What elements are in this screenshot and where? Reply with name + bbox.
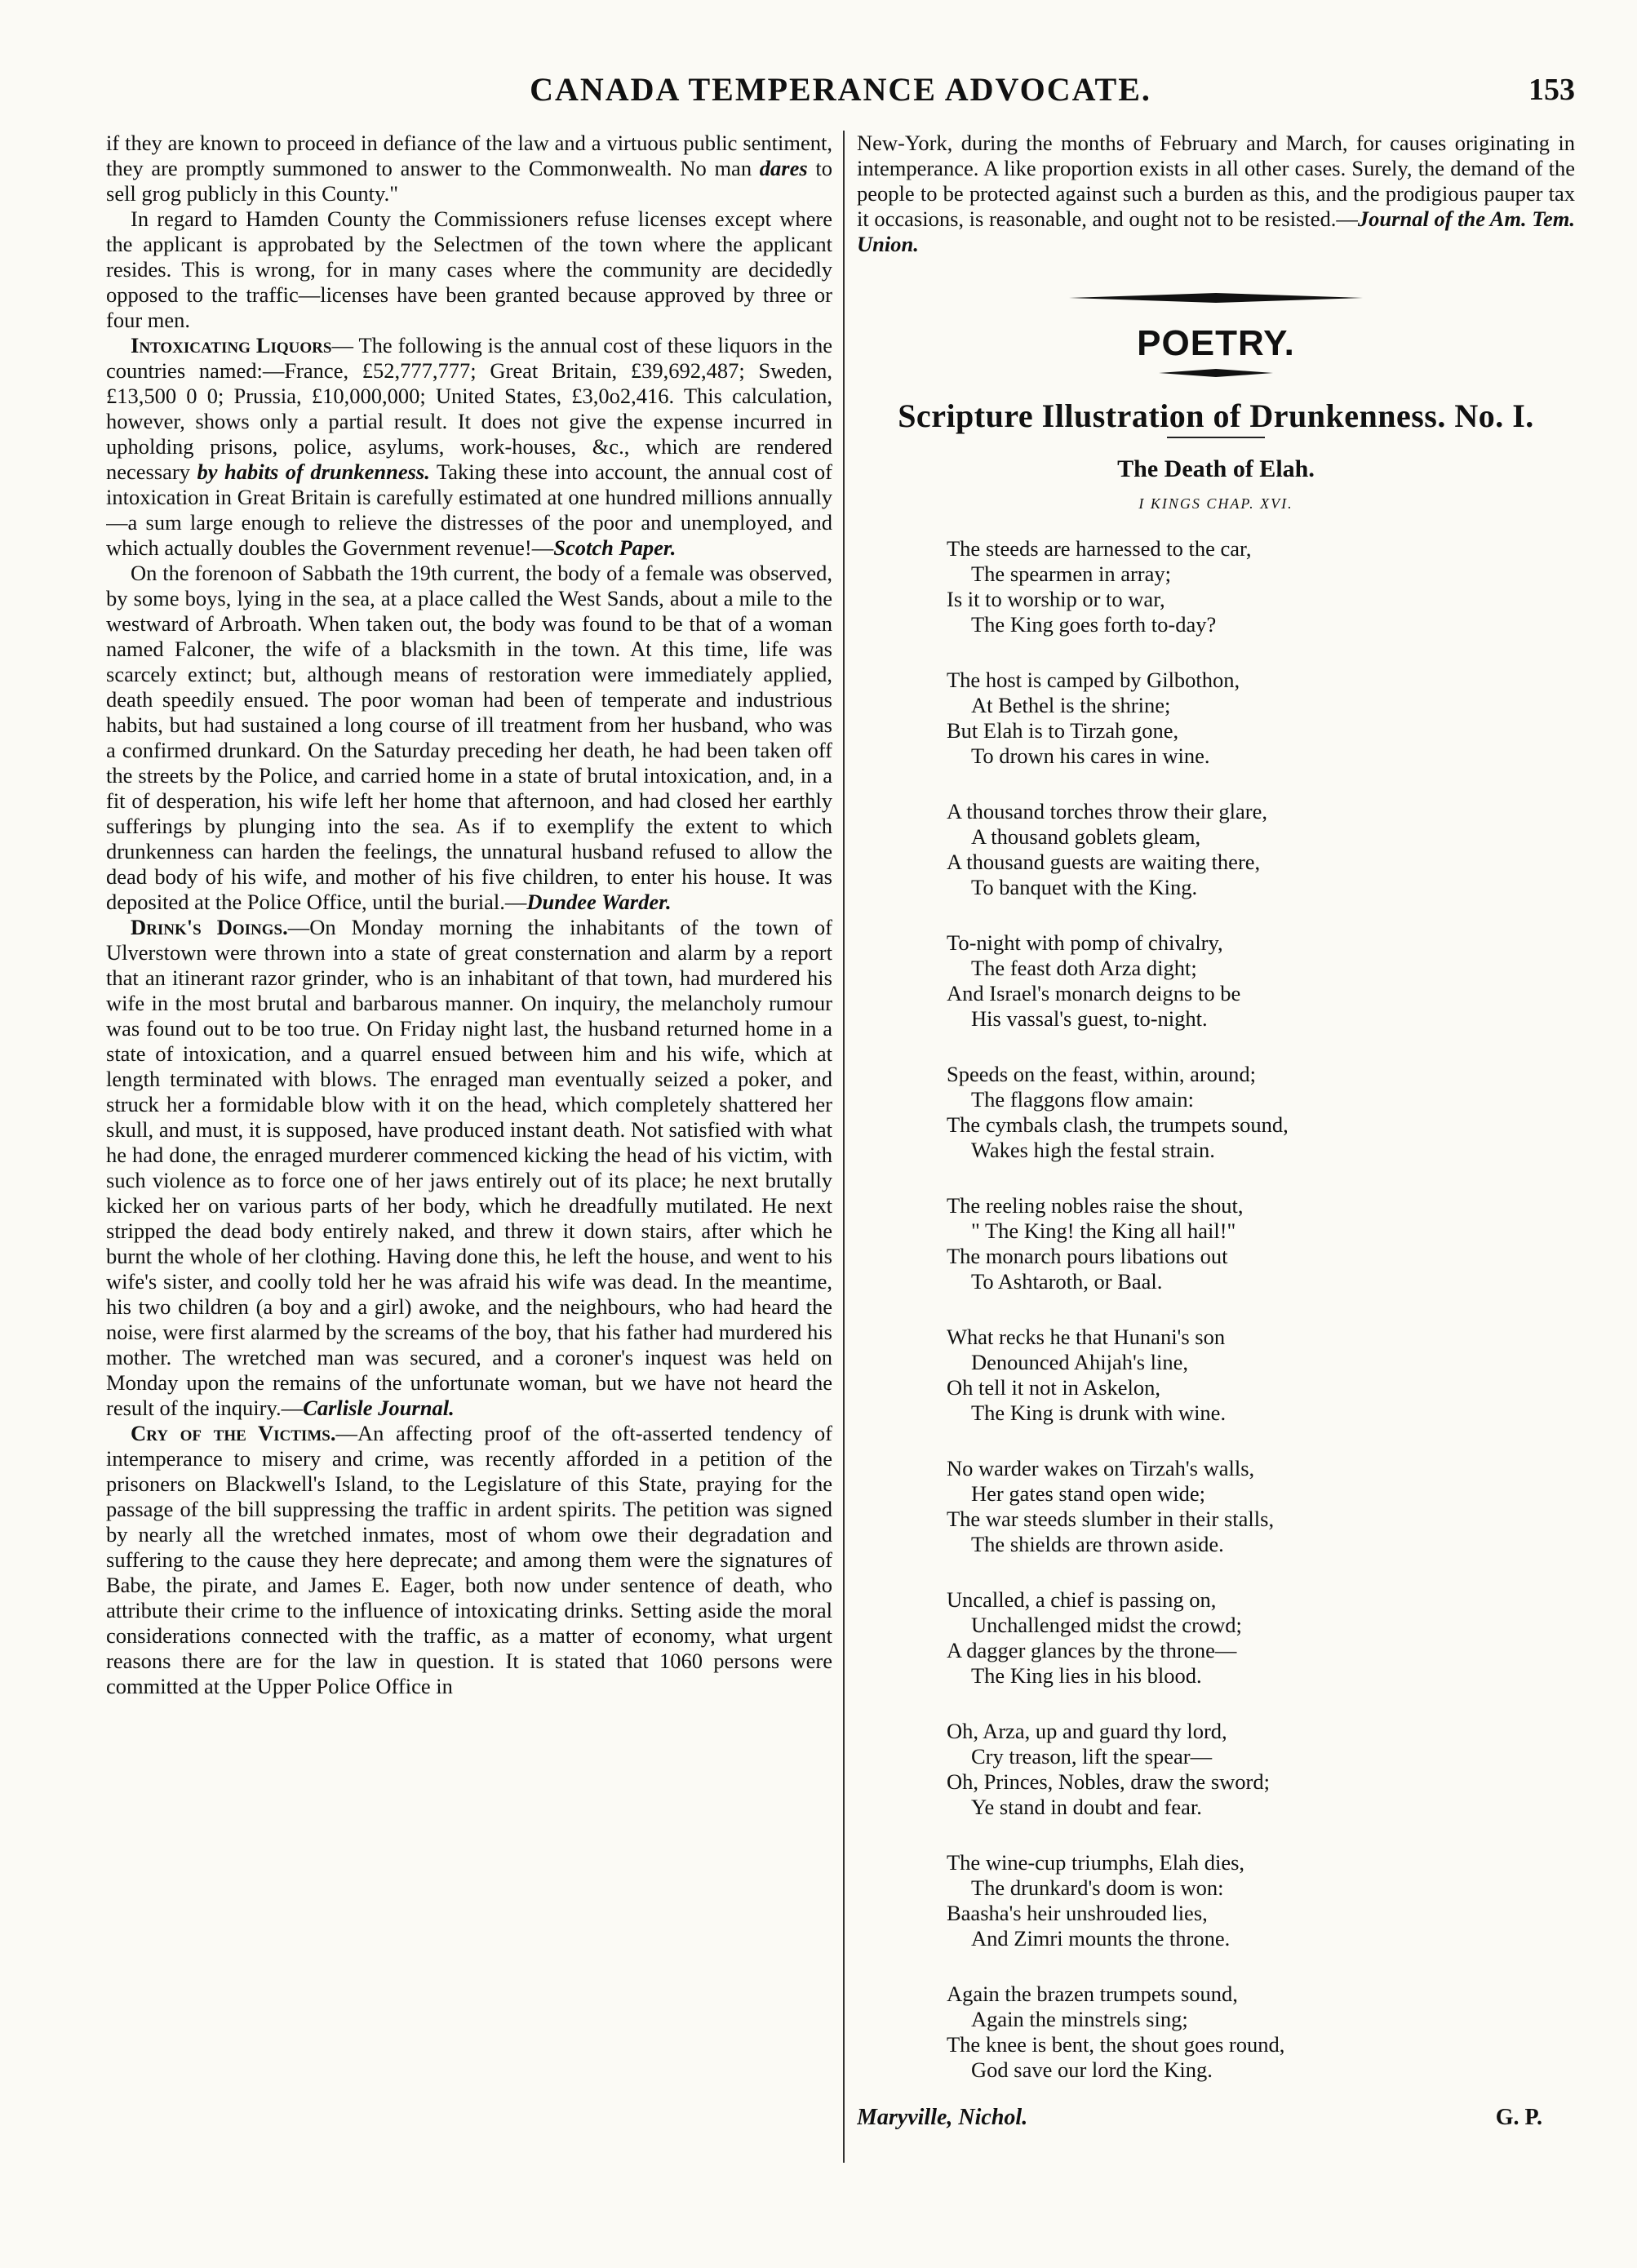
ornamental-rule xyxy=(1159,367,1273,379)
poem-body xyxy=(857,536,1575,2083)
poem-line: Cry treason, lift the spear— xyxy=(971,1744,1213,1769)
poem-subtitle: The Death of Elah. xyxy=(1117,455,1315,482)
poem-line: The reeling nobles raise the shout, xyxy=(947,1193,1244,1218)
poem-line: The knee is bent, the shout goes round, xyxy=(947,2032,1285,2057)
article-heading: Cry of the Victims. xyxy=(131,1421,336,1445)
poem-line: The war steeds slumber in their stalls, xyxy=(947,1507,1275,1531)
poem-line: Speeds on the feast, within, around; xyxy=(947,1062,1257,1086)
poem-line: Ye stand in doubt and fear. xyxy=(971,1795,1202,1819)
article-paragraph: New-York, during the months of February and March, for causes originating in intemperance. A like proportion exists in all other cases. Surely, the demand of the people to be protected against such a burden as this, and the prodigious pauper tax it occasions, is reasonable, and ought not to be resisted.—Journal of the Am. Tem. Union. xyxy=(857,131,1575,256)
poem-line: Unchallenged midst the crowd; xyxy=(971,1613,1242,1637)
poem-line: To-night with pomp of chivalry, xyxy=(947,930,1223,955)
poem-line: What recks he that Hunani's son xyxy=(947,1325,1226,1349)
article-paragraph: On the forenoon of Sabbath the 19th current, the body of a female was observed, by some boys, lying in the sea, at a place called the West Sands, about a mile to the westward of Arbroath. When taken out, the body was found to be that of a woman named Falconer, the wife of a blacksmith in the town. At this time, life was scarcely extinct; but, although means of restoration were immediately applied, death speedily ensued. The poor woman had been of temperate and industrious habits, but had sustained a long course of ill treatment from her husband, who was a confirmed drunkard. On the Saturday preceding her death, he had been taken off the streets by the Police, and carried home in a state of brutal intoxication, and, in a fit of desperation, his wife left her home that afternoon, and had closed her earthly sufferings by plunging into the sea. As if to exemplify the extent to which drunkenness can harden the feelings, the unnatural husband refused to allow the dead body of his wife, and mother of his five children, to enter his house. It was deposited at the Police Office, until the burial.—Dundee Warder. xyxy=(106,561,832,914)
poem-stanza xyxy=(947,1850,1575,1951)
page-header xyxy=(106,65,1575,114)
left-column xyxy=(106,131,832,2171)
poem-stanza xyxy=(947,536,1575,637)
poem-author-initials: G. P. xyxy=(1495,2105,1542,2130)
poem-line: Again the minstrels sing; xyxy=(971,2007,1188,2031)
poem-line: To banquet with the King. xyxy=(971,875,1198,899)
poem-line: A thousand goblets gleam, xyxy=(971,824,1201,849)
poem-line: Wakes high the festal strain. xyxy=(971,1138,1215,1162)
column-divider xyxy=(843,131,845,2163)
ornamental-rule xyxy=(1069,290,1363,306)
poem-line: God save our lord the King. xyxy=(971,2057,1213,2082)
poem-line: The feast doth Arza dight; xyxy=(971,956,1197,980)
poem-line: The spearmen in array; xyxy=(971,561,1172,586)
poem-line: Oh, Princes, Nobles, draw the sword; xyxy=(947,1769,1270,1794)
poem-line: A dagger glances by the throne— xyxy=(947,1638,1237,1662)
poem-stanza xyxy=(947,668,1575,769)
poem-line: Oh tell it not in Askelon, xyxy=(947,1375,1161,1400)
poem-line: The monarch pours libations out xyxy=(947,1244,1228,1268)
poem-stanza xyxy=(947,1456,1575,1557)
poem-line: Denounced Ahijah's line, xyxy=(971,1350,1189,1374)
article-paragraph: Drink's Doings.—On Monday morning the inhabitants of the town of Ulverstown were thrown into a state of great consternation and alarm by a report that an itinerant razor grinder, who is an inhabitant of that town, had murdered his wife in the most brutal and barbarous manner. On inquiry, the melancholy rumour was found out to be too true. On Friday night last, the husband returned home in a state of intoxication, and a quarrel ensued between him and his wife, which at length terminated with blows. The enraged man eventually seized a poker, and struck her a formidable blow with it on the head, which completely shattered her skull, and must, it is supposed, have produced instant death. Not satisfied with what he had done, the enraged murderer commenced kicking the head of his victim, with such violence as to force one of her jaws entirely out of its place; he next brutally kicked her on various parts of her body, which he dreadfully mutilated. He next stripped the dead body entirely naked, and threw it down stairs, after which he burnt the whole of her clothing. Having done this, he left the house, and went to his wife's sister, and coolly told her he was afraid his wife was dead. In the meantime, his two children (a boy and a girl) awoke, and the neighbours, who had heard the noise, were first alarmed by the screams of the boy, that his father had murdered his mother. The wretched man was secured, and a coroner's inquest was held on Monday upon the remains of the unfortunate woman, but we have not heard the result of the inquiry.—Carlisle Journal. xyxy=(106,915,832,1420)
article-paragraph: Intoxicating Liquors— The following is the annual cost of these liquors in the countries named:—France, £52,777,777; Great Britain, £39,692,487; Sweden, £13,500 0 0; Prussia, £10,000,000; United States, £3,0o2,416. This calculation, however, shows only a partial result. It does not give the expense incurred in upholding prisons, police, asylums, work-houses, &c., which are rendered necessary by habits of drunkenness. Taking these into account, the annual cost of intoxication in Great Britain is carefully estimated at one hundred millions annually—a sum large enough to relieve the distresses of the poor and unemployed, and which actually doubles the Government revenue!—Scotch Paper. xyxy=(106,333,832,560)
poem-line: The flaggons flow amain: xyxy=(971,1087,1195,1112)
poem-line: And Israel's monarch deigns to be xyxy=(947,981,1241,1005)
page-number: 153 xyxy=(1528,73,1575,107)
article-heading: Drink's Doings. xyxy=(131,915,288,939)
article-paragraph: Cry of the Victims.—An affecting proof of the oft-asserted tendency of intemperance to misery and crime, was recently afforded in a petition of the prisoners on Blackwell's Island, to the Legislature of this State, praying for the passage of the bill suppressing the traffic in ardent spirits. The petition was signed by nearly all the wretched inmates, most of whom owe their degradation and suffering to the cause they here deprecate; and among them were the signatures of Babe, the pirate, and James E. Eager, both now under sentence of death, who attribute their crime to the influence of intoxicating drinks. Setting aside the moral considerations connected with the traffic, as a matter of economy, what urgent reasons there are for the law in question. It is stated that 1060 persons were committed at the Upper Police Office in xyxy=(106,1421,832,1698)
poem-line: The King goes forth to-day? xyxy=(971,612,1217,637)
poem-line: Her gates stand open wide; xyxy=(971,1481,1205,1506)
article-heading: Intoxicating Liquors xyxy=(131,333,332,357)
publication-title: CANADA TEMPERANCE ADVOCATE. xyxy=(530,71,1151,108)
article-paragraph: if they are known to proceed in defiance of the law and a virtuous public sentiment, they are promptly summoned to answer to the Commonwealth. No man dares to sell grog publicly in this County." xyxy=(106,131,832,206)
poem-stanza xyxy=(947,1062,1575,1163)
poem-line: To drown his cares in wine. xyxy=(971,743,1210,768)
poem-line: Baasha's heir unshrouded lies, xyxy=(947,1901,1208,1925)
divider xyxy=(1167,437,1265,438)
poem-stanza xyxy=(947,1587,1575,1689)
poem-line: Is it to worship or to war, xyxy=(947,587,1165,611)
poem-line: His vassal's guest, to-night. xyxy=(971,1006,1208,1031)
poem-line: Again the brazen trumpets sound, xyxy=(947,1982,1238,2006)
poem-line: At Bethel is the shrine; xyxy=(971,693,1171,717)
poem-stanza xyxy=(947,1193,1575,1294)
poem-line: " The King! the King all hail!" xyxy=(971,1218,1236,1243)
poem-stanza xyxy=(947,1982,1575,2083)
poem-line: The King lies in his blood. xyxy=(971,1663,1202,1688)
article-source: Scotch Paper. xyxy=(553,535,677,560)
poem-line: The host is camped by Gilbothon, xyxy=(947,668,1240,692)
poem-line: And Zimri mounts the throne. xyxy=(971,1926,1231,1951)
right-column xyxy=(857,131,1575,2171)
section-title: POETRY. xyxy=(1137,323,1295,363)
poem-line: The steeds are harnessed to the car, xyxy=(947,536,1252,561)
poem-line: The King is drunk with wine. xyxy=(971,1400,1227,1425)
poem-place: Maryville, Nichol. xyxy=(857,2105,1028,2130)
poem-line: But Elah is to Tirzah gone, xyxy=(947,718,1179,743)
poem-stanza xyxy=(947,930,1575,1032)
poem-stanza xyxy=(947,1325,1575,1426)
poem-line: The drunkard's doom is won: xyxy=(971,1875,1224,1900)
poem-line: Oh, Arza, up and guard thy lord, xyxy=(947,1719,1227,1743)
poem-line: The cymbals clash, the trumpets sound, xyxy=(947,1112,1289,1137)
poem-signature xyxy=(857,2105,1575,2137)
poem-line: A thousand torches throw their glare, xyxy=(947,799,1267,823)
poem-line: The shields are thrown aside. xyxy=(971,1532,1224,1556)
article-source: Carlisle Journal. xyxy=(303,1396,455,1420)
poem-reference: I KINGS CHAP. XVI. xyxy=(1138,495,1293,512)
poem-title: Scripture Illustration of Drunkenness. No. I. xyxy=(898,397,1534,434)
article-source: Journal of the Am. Tem. Union. xyxy=(857,206,1575,256)
poem-line: To Ashtaroth, or Baal. xyxy=(971,1269,1163,1294)
poem-line: Uncalled, a chief is passing on, xyxy=(947,1587,1217,1612)
poem-stanza xyxy=(947,1719,1575,1820)
poem-stanza xyxy=(947,799,1575,900)
article-source: Dundee Warder. xyxy=(526,890,672,914)
poem-line: No warder wakes on Tirzah's walls, xyxy=(947,1456,1255,1480)
article-paragraph: In regard to Hamden County the Commissioners refuse licenses except where the applicant is approbated by the Selectmen of the town where the applicant resides. This is wrong, for in many cases where the community are decidedly opposed to the traffic—licenses have been granted because approved by three or four men. xyxy=(106,206,832,332)
poem-line: A thousand guests are waiting there, xyxy=(947,850,1261,874)
poem-line: The wine-cup triumphs, Elah dies, xyxy=(947,1850,1245,1875)
